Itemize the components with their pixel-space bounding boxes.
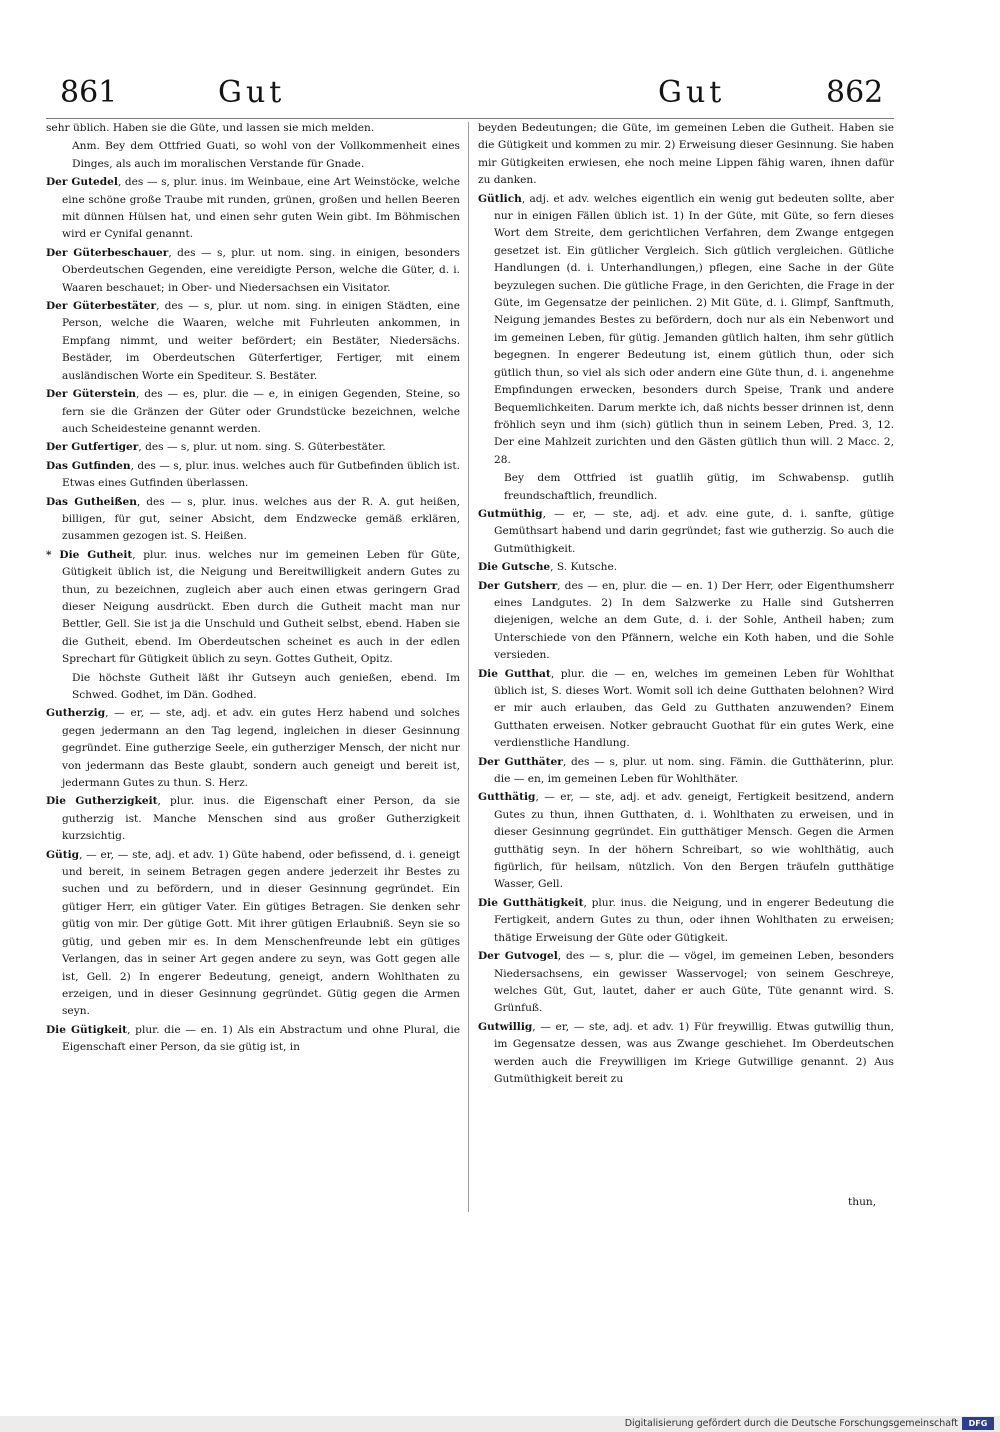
dictionary-entry <box>46 494 460 546</box>
entry-text: , plur. inus. die Neigung, und in engerer Bedeutung die Fertigkeit, andern Gutes zu thun, oder ihnen Wohlthaten zu erweisen; thätige Erweisung der Güte oder Gütigkeit. <box>494 896 894 944</box>
entry-text: , adj. et adv. welches eigentlich ein wenig gut bedeuten sollte, aber nur in einigen Fällen üblich ist. 1) In der Güte, mit Güte, so fern dieses Wort dem Streite, dem gerichtlichen Verfahren, dem Zwange entgegen gesetzet ist. Ein gütlicher Vergleich. Sich gütlich vergleichen. Gütliche Handlungen (d. i. Unterhandlungen,) pflegen, eine Sache in der Güte beyzulegen suchen. Die gütliche Frage, in den Gerichten, die Frage in der Güte, im Gegensatze der peinlichen. 2) Mit Güte, d. i. Glimpf, Sanftmuth, Neigung jemandes Bestes zu befördern, doch nur als ein Nebenwort und im gemeinen Leben, für gütig. Jemanden gütlich halten, ihm sehr gütlich begegnen. In engerer Bedeutung ist, einem gütlich thun, oder sich gütlich thun, so viel als sich oder andern eine Güte thun, d. i. angenehme Empfindungen erwecken, besonders durch Speise, Trank und andere Bequemlichkeiten. Darum merkte ich, daß nichts besser drinnen ist, denn fröhlich seyn und ihm (sich) gütlich thun in seinem Leben, Pred. 3, 12. Der eine Mahlzeit zurichten und den Gästen gütlich thun will. 2 Macc. 2, 28. <box>494 192 894 466</box>
dictionary-entry <box>478 895 894 947</box>
dictionary-entry <box>46 298 460 385</box>
entry-text: , des — en, plur. die — en. 1) Der Herr, oder Eigenthumsherr eines Landgutes. 2) In dem Salzwerke zu Halle sind Gutsherren diejenigen, welche an dem Gute, d. i. der Sohle, Antheil haben; zum Unterschiede von den Pfännern, welche ein Koth haben, und die Sohle versieden. <box>494 579 894 662</box>
entry-text: , des — s, plur. ut nom. sing. in einigen Städten, eine Person, welche die Waaren, welche mit Fuhrleuten ankommen, in Empfang nimmt, und weiter befördert; ein Bestäter, Niedersächs. Bestäder, im Oberdeutschen Güterfertiger, Fertiger, mit einem ausländischen Worte ein Spediteur. S. Bestäter. <box>62 300 460 382</box>
entry-headword: Das Gutheißen <box>46 495 137 508</box>
running-head-right: Gut <box>658 75 726 110</box>
dictionary-entry <box>478 789 894 893</box>
text-paragraph <box>46 138 460 173</box>
dictionary-entry <box>46 386 460 438</box>
left-column <box>46 120 460 1215</box>
dfg-logo: DFG <box>962 1417 994 1430</box>
entry-text: , — er, — ste, adj. et adv. eine gute, d. i. sanfte, gütige Gemüthsart habend und darin gegründet; fast wie gutherzig. So auch die Gutmüthigkeit. <box>494 507 894 555</box>
text-paragraph <box>46 120 460 137</box>
entry-headword: Die Gutherzigkeit <box>46 795 158 808</box>
entry-headword: Der Gutvogel <box>478 950 558 963</box>
entry-headword: Der Gutthäter <box>478 755 563 768</box>
dictionary-entry <box>46 1022 460 1057</box>
column-divider <box>468 122 469 1212</box>
dictionary-entry <box>478 191 894 470</box>
dictionary-entry <box>478 754 894 789</box>
entry-headword: Der Gutedel <box>46 176 118 189</box>
entry-text: , des — s, plur. inus. welches auch für Gutbefinden üblich ist. Etwas eines Gutfinden überlassen. <box>62 459 460 490</box>
entry-text: Anm. Bey dem Ottfried Guati, so wohl von der Vollkommenheit eines Dinges, als auch im moralischen Verstande für Gnade. <box>72 140 460 170</box>
entry-text: , des — es, plur. die — e, in einigen Gegenden, Steine, so fern sie die Gränzen der Güter oder Grundstücke bezeichnen, welche auch Scheidesteine genannt werden. <box>62 388 460 435</box>
entry-text: sehr üblich. Haben sie die Güte, und lassen sie mich melden. <box>46 122 375 134</box>
entry-headword: Das Gutfinden <box>46 459 131 472</box>
entry-text: , — er, — ste, adj. et adv. 1) Güte habend, oder befissend, d. i. geneigt und bereit, in seinem Betragen gegen andere jederzeit ihr Bestes zu suchen und zu befördern, und in dieser Gesinnung gegründet. Ein gütiger Herr, ein gütiger Vater. Ein gütiges Betragen. Sie denken sehr gütig von mir. Der gütige Gott. Mit ihrer gütigen Erlaubniß. Seyn sie so gütig, und geben mir es. In dem Menschenfreunde lebt ein gütiges Verlangen, das in seiner Art gegen andere zu seyn, was Gott gegen alle ist, Gell. 2) In engerer Bedeutung, geneigt, andern Wohlthaten zu erzeigen, und in dieser Gesinnung gegründet. Gütig gegen die Armen seyn. <box>62 848 460 1018</box>
dictionary-entry <box>478 578 894 665</box>
entry-text: Bey dem Ottfried ist guatlih gütig, im Schwabensp. gutlih freundschaftlich, freundlich. <box>504 472 894 502</box>
text-paragraph <box>478 470 894 505</box>
dictionary-entry <box>478 1019 894 1089</box>
entry-headword: Der Gutfertiger <box>46 441 139 454</box>
dictionary-entry <box>46 174 460 244</box>
entry-headword: Gutmüthig <box>478 507 543 520</box>
dictionary-entry <box>46 793 460 845</box>
entry-headword: Die Gütigkeit <box>46 1023 128 1036</box>
entry-headword: Gutwillig <box>478 1020 533 1033</box>
entry-text: , — er, — ste, adj. et adv. ein gutes Herz habend und solches gegen jedermann an den Tag legend, ingleichen in dieser Gesinnung gegründet. Eine gutherzige Seele, ein gutherziger Mensch, der nicht nur von jedermann das Beste glaubt, sondern auch geneigt und bereit ist, jedermann Gutes zu thun. S. Herz. <box>62 707 460 790</box>
text-paragraph <box>478 120 894 190</box>
dictionary-entry <box>478 559 894 576</box>
entry-text: , des — s, plur. die — vögel, im gemeinen Leben, besonders Niedersachsens, ein gewisser Wasservogel; von seinem Geschreye, welches Güt, Gut, lautet, daher er auch Güte, Tüte genannt wird. S. Grünfuß. <box>494 950 894 1015</box>
entry-text: Die höchste Gutheit läßt ihr Gutseyn auch genießen, ebend. Im Schwed. Godhet, im Dän. Godhed. <box>72 671 460 701</box>
dictionary-entry <box>478 948 894 1018</box>
header-rule <box>46 118 894 119</box>
entry-text: , — er, — ste, adj. et adv. 1) Für freywillig. Etwas gutwillig thun, im Gegensatze dessen, was aus Zwange geschiehet. Im Oberdeutschen werden auch die Freywilligen im Kriege Gutwillige genannt. 2) Aus Gutmüthigkeit bereit zu <box>494 1020 894 1085</box>
dictionary-entry <box>46 245 460 297</box>
right-column <box>478 120 894 1215</box>
entry-headword: Der Güterbeschauer <box>46 246 169 259</box>
entry-headword: Gutthätig <box>478 791 536 804</box>
entry-text: , plur. die — en, welches im gemeinen Leben für Wohlthat üblich ist, S. dieses Wort. Womit soll ich deine Gutthaten belohnen? Wird er mir auch erlauben, das Geld zu Gutthaten anzuwenden? Einem Gutthaten erweisen. Notker gebraucht Guothat für ein gutes Werk, eine verdienstliche Handlung. <box>494 667 894 750</box>
dictionary-entry <box>46 458 460 493</box>
dictionary-entry <box>46 439 460 456</box>
dictionary-entry <box>46 705 460 792</box>
entry-text: , — er, — ste, adj. et adv. geneigt, Fertigkeit besitzend, andern Gutes zu thun, ihnen Gutthaten, d. i. Wohlthaten zu erweisen, und in dieser Gesinnung gegründet. Ein gutthätiger Mensch. Gegen die Armen gutthätig seyn. In der höhern Schreibart, so wie wohlthätig, auch figürlich, für heilsam, nützlich. Von den Bergen träufeln gutthätige Wasser, Gell. <box>494 791 894 891</box>
digitization-credit: Digitalisierung gefördert durch die Deutsche Forschungsgemeinschaft <box>624 1418 958 1429</box>
entry-text: , des — s, plur. ut nom. sing. S. Güterbestäter. <box>138 441 386 454</box>
entry-text: , des — s, plur. ut nom. sing. Fämin. die Gutthäterinn, plur. die — en, im gemeinen Leben für Wohlthäter. <box>494 755 894 786</box>
entry-headword: Gütlich <box>478 192 522 205</box>
entry-headword: Die Gutthätigkeit <box>478 896 584 909</box>
page-number-left: 861 <box>60 75 118 110</box>
entry-headword: Die Gutthat <box>478 667 551 680</box>
dictionary-entry <box>46 547 460 669</box>
entry-headword: Der Güterstein <box>46 388 136 401</box>
dictionary-entry <box>478 666 894 753</box>
entry-headword: Gutherzig <box>46 707 106 720</box>
entry-text: , des — s, plur. ut nom. sing. in einigen, besonders Oberdeutschen Gegenden, eine vereidigte Person, welche die Güter, d. i. Waaren beschauet; in Ober- und Niedersachsen ein Visitator. <box>62 246 460 294</box>
entry-text: , des — s, plur. inus. welches aus der R. A. gut heißen, billigen, für gut, seiner Absicht, dem Endzwecke gemäß erklären, zusammen gezogen ist. S. Heißen. <box>62 495 460 543</box>
dictionary-entry <box>478 506 894 558</box>
entry-text: , plur. die — en. 1) Als ein Abstractum und ohne Plural, die Eigenschaft einer Person, da sie gütig ist, in <box>62 1023 460 1054</box>
dictionary-entry <box>46 847 460 1021</box>
entry-text: , des — s, plur. inus. im Weinbaue, eine Art Weinstöcke, welche eine schöne große Traube mit runden, grünen, großen und hellen Beeren mit dünnen Hülsen hat, und einen sehr guten Wein gibt. Im Böhmischen wird er Cynifal genannt. <box>62 176 460 241</box>
catchword: thun, <box>848 1196 877 1208</box>
entry-headword: * Die Gutheit <box>46 548 133 561</box>
entry-text: , plur. inus. die Eigenschaft einer Person, da sie gutherzig ist. Manche Menschen sind aus großer Gutherzigkeit kurzsichtig. <box>62 795 460 843</box>
entry-headword: Der Gutsherr <box>478 579 558 592</box>
running-head-left: Gut <box>218 75 286 110</box>
entry-text: beyden Bedeutungen; die Güte, im gemeinen Leben die Gutheit. Haben sie die Gütigkeit und kommen zu mir. 2) Erweisung dieser Gesinnung. Sie haben mir Gütigkeiten erwiesen, ehe noch meine Lippen fähig waren, ihnen dafür zu danken. <box>478 122 894 187</box>
text-paragraph <box>46 670 460 705</box>
entry-headword: Gütig <box>46 848 80 861</box>
entry-text: , S. Kutsche. <box>550 561 618 574</box>
entry-headword: Die Gutsche <box>478 561 551 574</box>
page-number-right: 862 <box>826 75 884 110</box>
entry-headword: Der Güterbestäter <box>46 300 157 313</box>
entry-text: , plur. inus. welches nur im gemeinen Leben für Güte, Gütigkeit üblich ist, die Neigung und Bereitwilligkeit andern Gutes zu thun, zu bezeichnen, zugleich aber auch einen etwas geringern Grad dieser Neigung ausdrückt. Eben durch die Gutheit macht man nur Bettler, Gell. Sie ist ja die Unschuld und Gutheit selbst, ebend. Haben sie die Gutheit, ebend. Im Oberdeutschen scheinet es auch in der edlen Sprechart für Gütigkeit üblich zu seyn. Gottes Gutheit, Opitz. <box>62 548 460 666</box>
